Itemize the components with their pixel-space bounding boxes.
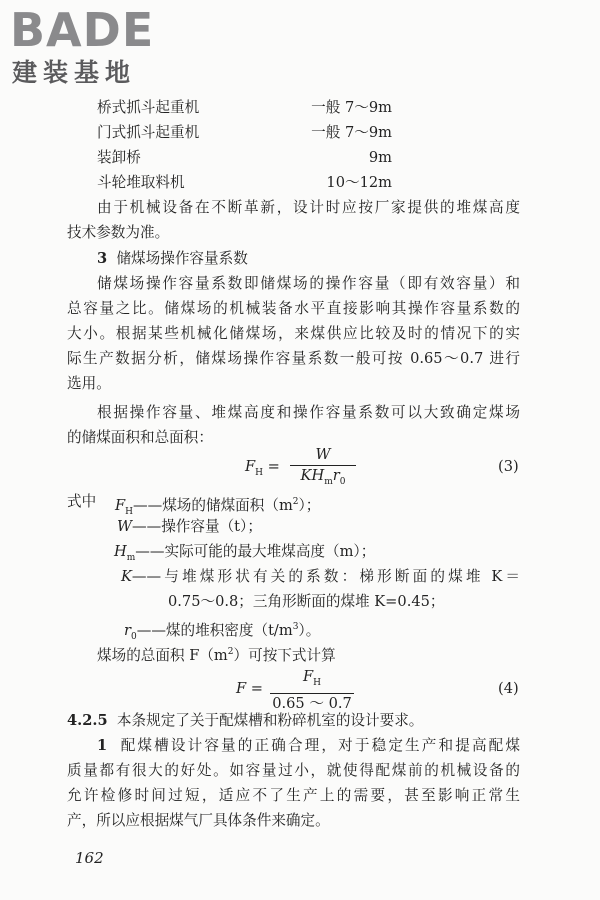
formula-3-lhs: $F_H$ = — [245, 458, 280, 478]
section-number: 3 — [97, 250, 108, 267]
para3-line: 的储煤面积和总面积： — [67, 429, 213, 446]
para2-line: 大小。根据某些机械化储煤场，来煤供应比较及时的情况下的实 — [67, 325, 520, 342]
formula-3-numerator: W — [315, 446, 331, 463]
para3-line: 根据操作容量、堆煤高度和操作容量系数可以大致确定煤场 — [97, 404, 520, 421]
para1-line: 由于机械设备在不断革新，设计时应按厂家提供的堆煤高度 — [97, 199, 520, 216]
para2-line: 际生产数据分析，储煤场操作容量系数一般可按 0.65～0.7 进行 — [67, 350, 520, 367]
para5-line: 产，所以应根据煤气厂具体条件来确定。 — [67, 812, 330, 829]
formula-4-fraction — [270, 668, 354, 713]
section-425: 4.2.5 本条规定了关于配煤槽和粉碎机室的设计要求。 — [67, 712, 424, 729]
formula-3-label: (3) — [498, 458, 519, 475]
def-r0: $r_0——$煤的堆积密度$(t/m^3)$。 — [124, 621, 321, 642]
para5-line: 质量都有很大的好处。如容量过小，就使得配煤前的机械设备的 — [67, 762, 520, 779]
para2-line: 选用。 — [67, 375, 111, 392]
list-item-value: 一般 7～9m — [311, 124, 392, 141]
page-number: 162 — [75, 849, 104, 867]
formula-4-label: (4) — [498, 680, 519, 697]
bade-logo — [10, 5, 180, 90]
list-item-value: 9m — [368, 149, 392, 166]
formula-4-lhs: F = — [236, 680, 264, 697]
list-item-name: 斗轮堆取料机 — [97, 174, 185, 191]
def-k-cont: 0.75～0.8；三角形断面的煤堆 K=0.45； — [168, 593, 445, 610]
def-hm: $H_m——$实际可能的最大堆煤高度（m）； — [114, 543, 376, 563]
formula-3-denominator: $KH_mr_0$ — [300, 467, 346, 487]
formula-4-numerator: $F_H$ — [303, 668, 321, 688]
def-k: K——与堆煤形状有关的系数：梯形断面的煤堆 K＝ — [121, 568, 520, 585]
def-w: W——操作容量（t）； — [117, 518, 262, 535]
list-item-value: 一般 7～9m — [311, 99, 392, 116]
para5-line: 允许检修时间过短，适应不了生产上的需要，甚至影响正常生 — [67, 787, 520, 804]
list-item-name: 装卸桥 — [97, 149, 141, 166]
section-title: 储煤场操作容量系数 — [116, 250, 248, 267]
formula-3-fraction — [290, 446, 356, 491]
para2-line: 总容量之比。储煤场的机械装备水平直接影响其操作容量系数的 — [67, 300, 520, 317]
logo-word: BADE — [10, 3, 155, 57]
def-intro: 式中 — [67, 493, 97, 510]
def-fh: $F_H——$煤场的储煤面积$(m^2)$； — [115, 496, 321, 517]
para5-line: 1 配煤槽设计容量的正确合理，对于稳定生产和提高配煤 — [97, 737, 520, 754]
para4: 煤场的总面积 $F(m^2)$可按下式计算 — [97, 646, 336, 664]
logo-subtitle: 建装基地 — [12, 58, 137, 87]
section-3-heading — [97, 249, 248, 269]
list-item-name: 桥式抓斗起重机 — [97, 99, 200, 116]
para2-line: 储煤场操作容量系数即储煤场的操作容量（即有效容量）和 — [97, 275, 520, 292]
formula-4-denominator: 0.65 ～ 0.7 — [272, 694, 352, 712]
list-item-name: 门式抓斗起重机 — [97, 124, 200, 141]
list-item-value: 10～12m — [326, 174, 392, 191]
para1-line: 技术参数为准。 — [67, 224, 170, 241]
section-number: 4.2.5 — [67, 712, 108, 729]
